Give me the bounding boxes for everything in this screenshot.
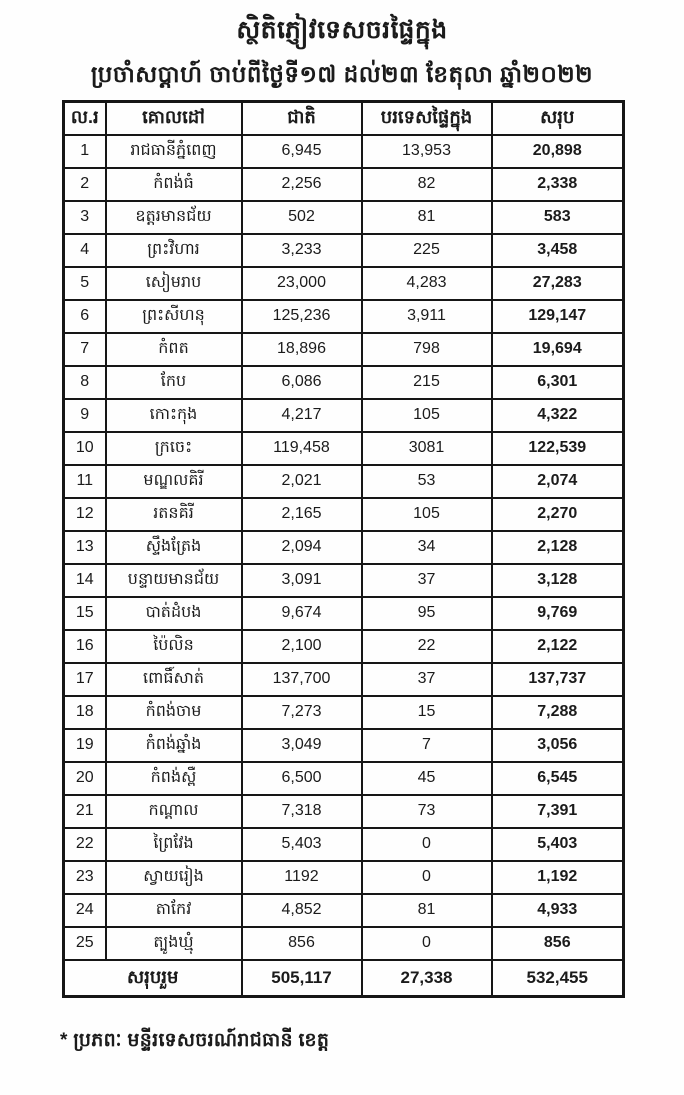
table-row [64,663,624,696]
destination-cell: កែប [106,366,242,399]
total-cell: 20,898 [492,135,624,168]
row-number: 16 [64,630,106,663]
total-cell: 4,322 [492,399,624,432]
row-number: 17 [64,663,106,696]
row-number: 1 [64,135,106,168]
total-cell: 2,128 [492,531,624,564]
total-cell: 5,403 [492,828,624,861]
national-cell: 4,217 [242,399,362,432]
foreign-cell: 798 [362,333,492,366]
row-number: 5 [64,267,106,300]
national-cell: 125,236 [242,300,362,333]
foreign-cell: 105 [362,399,492,432]
foreign-cell: 3081 [362,432,492,465]
total-cell: 27,283 [492,267,624,300]
national-cell: 2,256 [242,168,362,201]
destination-cell: ប៉ៃលិន [106,630,242,663]
total-cell: 122,539 [492,432,624,465]
total-cell: 3,458 [492,234,624,267]
row-number: 12 [64,498,106,531]
foreign-cell: 37 [362,663,492,696]
total-cell: 7,391 [492,795,624,828]
national-cell: 9,674 [242,597,362,630]
page-subtitle: ប្រចាំសប្តាហ៍ ចាប់ពីថ្ងៃទី១៧ ដល់២៣ ខែតុលា ឆ្នាំ២០២២ [90,60,594,87]
table-row [64,564,624,597]
row-number: 19 [64,729,106,762]
foreign-cell: 45 [362,762,492,795]
row-number: 8 [64,366,106,399]
destination-cell: កំពត [106,333,242,366]
foreign-cell: 22 [362,630,492,663]
national-cell: 119,458 [242,432,362,465]
source-footnote: * ប្រភពៈ មន្ទីរទេសចរណ៍រាជធានី ខេត្ត [60,1030,330,1052]
foreign-cell: 82 [362,168,492,201]
national-cell: 3,049 [242,729,362,762]
destination-cell: ព្រៃវែង [106,828,242,861]
table-row [64,696,624,729]
national-cell: 4,852 [242,894,362,927]
destination-cell: ស្ទឹងត្រែង [106,531,242,564]
row-number: 25 [64,927,106,960]
destination-cell: រាជធានីភ្នំពេញ [106,135,242,168]
national-cell: 23,000 [242,267,362,300]
national-cell: 7,318 [242,795,362,828]
foreign-cell: 7 [362,729,492,762]
table-row [64,498,624,531]
national-cell: 18,896 [242,333,362,366]
national-cell: 6,945 [242,135,362,168]
header-foreign: បរទេសផ្ទៃក្នុង [362,102,492,135]
national-cell: 1192 [242,861,362,894]
table-row [64,399,624,432]
destination-cell: កណ្តាល [106,795,242,828]
table-row [64,861,624,894]
total-cell: 7,288 [492,696,624,729]
total-cell: 1,192 [492,861,624,894]
table-row [64,366,624,399]
table-row [64,333,624,366]
national-cell: 6,500 [242,762,362,795]
grand-total-foreign: 27,338 [362,960,492,997]
table-row [64,201,624,234]
foreign-cell: 105 [362,498,492,531]
foreign-cell: 0 [362,861,492,894]
total-cell: 3,128 [492,564,624,597]
destination-cell: ពោធិ៍សាត់ [106,663,242,696]
foreign-cell: 81 [362,201,492,234]
national-cell: 6,086 [242,366,362,399]
table-row [64,795,624,828]
table-row [64,630,624,663]
total-cell: 583 [492,201,624,234]
total-cell: 129,147 [492,300,624,333]
table-row [64,234,624,267]
destination-cell: ព្រះសីហនុ [106,300,242,333]
destination-cell: ក្រចេះ [106,432,242,465]
national-cell: 2,100 [242,630,362,663]
foreign-cell: 34 [362,531,492,564]
national-cell: 3,091 [242,564,362,597]
row-number: 21 [64,795,106,828]
destination-cell: ត្បូងឃ្មុំ [106,927,242,960]
table-row [64,927,624,960]
grand-total-label: សរុបរួម [64,960,242,997]
national-cell: 856 [242,927,362,960]
tourist-statistics-table [62,100,625,998]
national-cell: 5,403 [242,828,362,861]
page-title: ស្ថិតិភ្ញៀវទេសចរផ្ទៃក្នុង [236,16,448,44]
grand-total-total: 532,455 [492,960,624,997]
total-cell: 856 [492,927,624,960]
foreign-cell: 215 [362,366,492,399]
foreign-cell: 0 [362,927,492,960]
foreign-cell: 13,953 [362,135,492,168]
table-row [64,894,624,927]
total-cell: 3,056 [492,729,624,762]
foreign-cell: 4,283 [362,267,492,300]
total-cell: 137,737 [492,663,624,696]
header-row [64,102,624,135]
total-cell: 2,270 [492,498,624,531]
table-row [64,267,624,300]
destination-cell: ព្រះវិហារ [106,234,242,267]
row-number: 10 [64,432,106,465]
table-row [64,432,624,465]
foreign-cell: 73 [362,795,492,828]
row-number: 6 [64,300,106,333]
destination-cell: បន្ទាយមានជ័យ [106,564,242,597]
table-row [64,465,624,498]
table-row [64,300,624,333]
row-number: 14 [64,564,106,597]
total-cell: 2,338 [492,168,624,201]
destination-cell: មណ្ឌលគិរី [106,465,242,498]
header-destination: គោលដៅ [106,102,242,135]
destination-cell: កំពង់ធំ [106,168,242,201]
table-row [64,135,624,168]
total-cell: 19,694 [492,333,624,366]
foreign-cell: 3,911 [362,300,492,333]
destination-cell: កំពង់ឆ្នាំង [106,729,242,762]
row-number: 4 [64,234,106,267]
total-cell: 6,545 [492,762,624,795]
destination-cell: រតនគិរី [106,498,242,531]
row-number: 13 [64,531,106,564]
table-row [64,729,624,762]
destination-cell: ឧត្តរមានជ័យ [106,201,242,234]
header-no: ល.រ [64,102,106,135]
header-total: សរុប [492,102,624,135]
table-row [64,762,624,795]
national-cell: 3,233 [242,234,362,267]
title-block [0,0,684,89]
total-cell: 2,122 [492,630,624,663]
destination-cell: កោះកុង [106,399,242,432]
foreign-cell: 37 [362,564,492,597]
destination-cell: កំពង់ស្ពឺ [106,762,242,795]
national-cell: 2,165 [242,498,362,531]
row-number: 9 [64,399,106,432]
national-cell: 502 [242,201,362,234]
row-number: 24 [64,894,106,927]
table-row [64,828,624,861]
foreign-cell: 225 [362,234,492,267]
destination-cell: កំពង់ចាម [106,696,242,729]
destination-cell: សៀមរាប [106,267,242,300]
table-row [64,168,624,201]
table-row [64,597,624,630]
foreign-cell: 53 [362,465,492,498]
row-number: 11 [64,465,106,498]
total-cell: 4,933 [492,894,624,927]
national-cell: 2,021 [242,465,362,498]
destination-cell: បាត់ដំបង [106,597,242,630]
destination-cell: ស្វាយរៀង [106,861,242,894]
table-row [64,531,624,564]
destination-cell: តាកែវ [106,894,242,927]
row-number: 15 [64,597,106,630]
foreign-cell: 0 [362,828,492,861]
foreign-cell: 15 [362,696,492,729]
national-cell: 137,700 [242,663,362,696]
national-cell: 7,273 [242,696,362,729]
row-number: 2 [64,168,106,201]
grand-total-row [64,960,624,997]
total-cell: 6,301 [492,366,624,399]
grand-total-national: 505,117 [242,960,362,997]
foreign-cell: 95 [362,597,492,630]
total-cell: 2,074 [492,465,624,498]
total-cell: 9,769 [492,597,624,630]
row-number: 22 [64,828,106,861]
header-national: ជាតិ [242,102,362,135]
foreign-cell: 81 [362,894,492,927]
row-number: 23 [64,861,106,894]
row-number: 18 [64,696,106,729]
row-number: 20 [64,762,106,795]
row-number: 3 [64,201,106,234]
row-number: 7 [64,333,106,366]
national-cell: 2,094 [242,531,362,564]
